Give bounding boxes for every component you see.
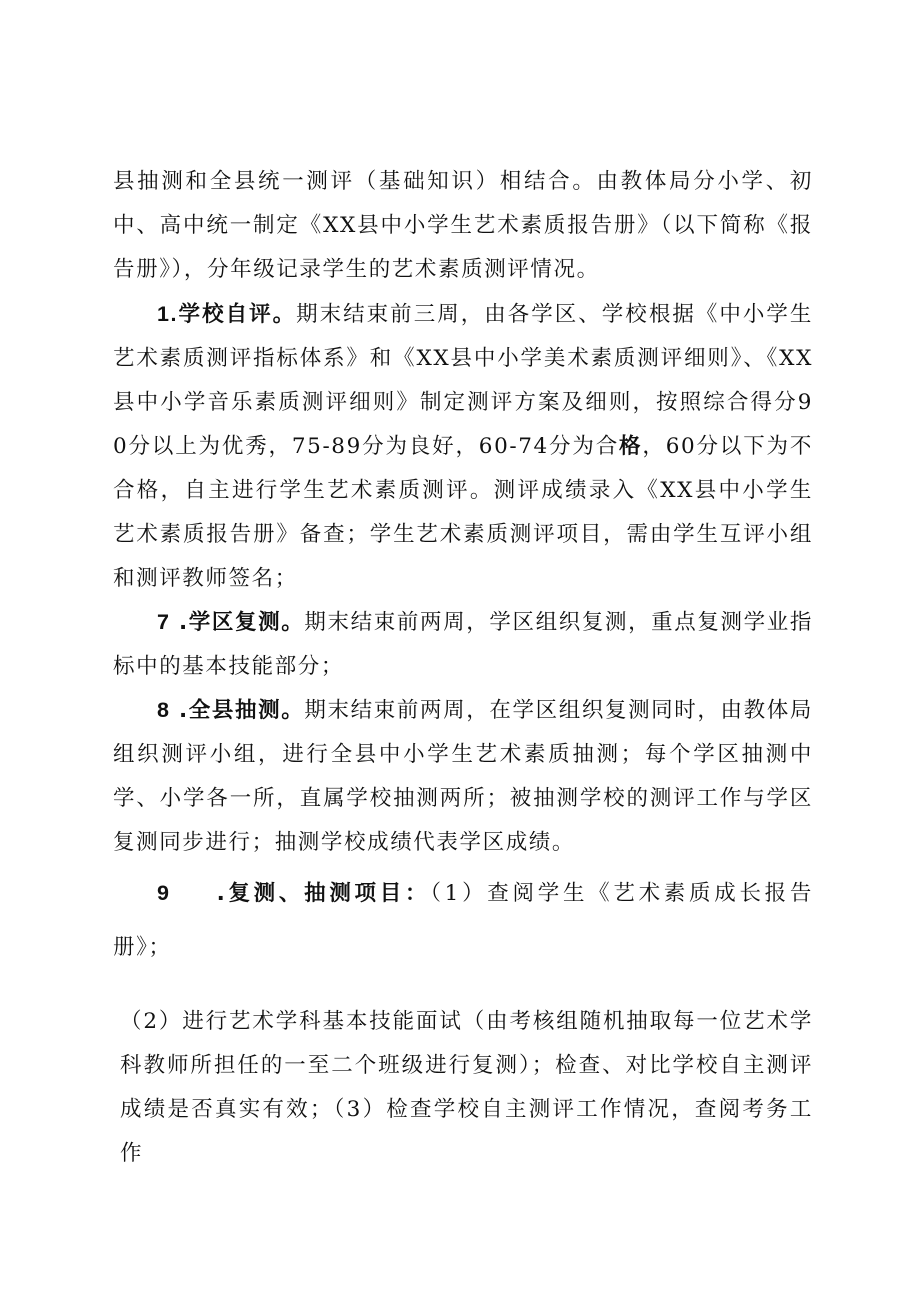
heading-school-self-eval: 学校自评。: [178, 302, 297, 327]
item-number-1: 1.: [157, 302, 179, 326]
heading-county-sampling: .全县抽测。: [179, 698, 305, 723]
heading-district-retest: .学区复测。: [179, 610, 305, 635]
paragraph-county-sampling-text: 期末结束前两周，在学区组织复测同时，由教体局组织测评小组，进行全县中小学生艺术素质抽测；每个学区抽测中学、小学各一所，直属学校抽测两所；被抽测学校的测评工作与学区复测同步进行；抽测学校成绩代表学区成绩。: [113, 698, 813, 855]
paragraph-district-retest: [113, 600, 813, 689]
paragraph-school-self-eval: [113, 292, 813, 601]
paragraph-interview-check: [120, 1000, 813, 1176]
paragraph-school-self-eval-bold-char: 格: [619, 434, 643, 459]
heading-test-items: .复测、抽测项目：: [216, 881, 431, 906]
item-number-9: 9: [157, 881, 171, 905]
paragraph-test-items-text: （1）查阅学生《艺术素质成长报告册》；: [113, 881, 814, 960]
paragraph-intro-text: 县抽测和全县统一测评（基础知识）相结合。由教体局分小学、初中、高中统一制定《XX县中小学生艺术素质报告册》（以下简称《报告册》），分年级记录学生的艺术素质测评情况。: [113, 169, 813, 282]
paragraph-intro: [113, 160, 813, 292]
paragraph-county-sampling: [113, 688, 813, 865]
paragraph-interview-check-text: （2）进行艺术学科基本技能面试（由考核组随机抽取每一位艺术学科教师所担任的一至二个班级进行复测）；检查、对比学校自主测评成绩是否真实有效；（3）检查学校自主测评工作情况，查阅考务工作: [120, 1009, 813, 1166]
paragraph-test-items: [113, 866, 813, 975]
paragraph-district-retest-text: 期末结束前两周，学区组织复测，重点复测学业指标中的基本技能部分；: [113, 610, 813, 679]
item-number-8: 8: [157, 698, 171, 722]
paragraph-school-self-eval-text-2: ，60分以下为不合格，自主进行学生艺术素质测评。测评成绩录入《XX县中小学生艺术素质报告册》备查；学生艺术素质测评项目，需由学生互评小组和测评教师签名；: [113, 434, 813, 591]
paragraph-school-self-eval-text-1: 期末结束前三周，由各学区、学校根据《中小学生艺术素质测评指标体系》和《XX县中小学美术素质测评细则》、《XX县中小学音乐素质测评细则》制定测评方案及细则，按照综合得分90分以上为优秀，75-89分为良好，60-74分为合: [113, 302, 813, 459]
item-number-7: 7: [157, 610, 171, 634]
